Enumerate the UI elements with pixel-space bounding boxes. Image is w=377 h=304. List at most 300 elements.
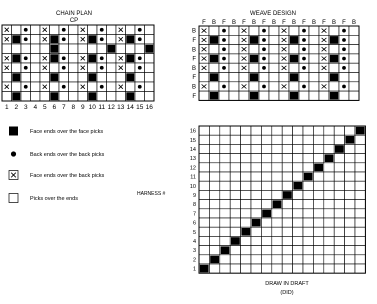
chain-plan-cell [97,73,107,83]
harness-number: 3 [192,248,196,255]
chain-plan-cell [69,82,79,92]
weave-design-cell [319,35,329,44]
chain-plan-cell [40,44,50,54]
draw-in-draft [272,181,282,190]
chain-plan-column-number: 8 [71,104,76,111]
draw-in-draft [209,227,219,236]
draw-in-draft [209,135,219,144]
draw-in-draft [334,246,344,255]
weave-design-cell [209,63,219,72]
chain-plan-cell [78,44,88,54]
draw-in-draft [303,190,313,199]
weave-design-cell [269,63,279,72]
draw-in-draft [272,264,282,273]
weave-design-cell [259,73,269,82]
chain-plan-cell [69,63,79,73]
weave-design-cell [289,91,299,100]
draw-in-draft [230,218,240,227]
legend-label: Face ends over the back picks [30,173,105,179]
chain-plan-cell [145,73,155,83]
weave-design-cell [239,35,249,44]
draw-in-draft [199,246,209,255]
weave-design-cell [309,35,319,44]
draw-in-draft [355,190,365,199]
draw-in-draft [334,236,344,245]
draw-in-draft [261,227,271,236]
weave-design-cell [309,63,319,72]
chain-plan-cell [50,63,60,73]
draw-in-draft [345,236,355,245]
harness-number: 10 [189,183,196,190]
draw-in-draft [272,255,282,264]
draw-in-draft-caption-abbrev: (DID) [280,290,294,296]
chain-plan-cell [116,25,126,35]
weave-design-row-headers [192,29,196,100]
chain-plan-cell [88,92,98,102]
draw-in-draft [303,126,313,135]
draw-in-draft [251,236,261,245]
draw-in-draft [272,144,282,153]
weave-design-cell [259,82,269,91]
chain-plan-cell [40,82,50,92]
chain-plan-cell [107,54,117,64]
weave-design-cell [239,45,249,54]
weave-design-cell [339,54,349,63]
draw-in-draft [220,135,230,144]
harness-number: 1 [192,266,196,273]
chain-plan-column-number: 5 [42,104,47,111]
draw-in-draft [199,172,209,181]
weave-design-cell [289,63,299,72]
chain-plan-column-number: 12 [107,104,115,111]
draw-in-draft [334,172,344,181]
draw-in-draft [272,236,282,245]
weave-design-cell [299,82,309,91]
draw-in-draft [272,190,282,199]
chain-plan-cell [59,54,69,64]
harness-number: 12 [189,165,196,172]
draw-in-draft [209,236,219,245]
draw-in-draft [199,181,209,190]
chain-plan-cell [88,73,98,83]
draw-in-draft [230,255,240,264]
weave-design-cell [329,35,339,44]
draw-in-draft [230,144,240,153]
weave-design-cell [219,45,229,54]
draw-in-draft [272,209,282,218]
chain-plan-cell [135,44,145,54]
weave-design-column-header: F [262,20,266,26]
chain-plan-cell [40,35,50,45]
weave-design-cell [289,82,299,91]
chain-plan-cell [97,25,107,35]
harness-number: 2 [192,257,196,264]
chain-plan-cell [135,73,145,83]
weave-design-cell [249,45,259,54]
draw-in-draft [293,255,303,264]
draw-in-draft [241,126,251,135]
draw-in-draft [209,163,219,172]
chain-plan-cell [2,44,12,54]
weave-design-column-header: F [302,20,306,26]
draw-in-draft [355,126,365,135]
chain-plan-cell [78,54,88,64]
draw-in-draft [261,135,271,144]
chain-plan-cell [21,25,31,35]
draw-in-draft [334,227,344,236]
weave-design-cell [209,91,219,100]
draw-in-draft [199,218,209,227]
draw-in-draft [345,255,355,264]
weave-design-cell [349,45,359,54]
draw-in-draft [209,218,219,227]
weave-design-cell [229,63,239,72]
weave-design-cell [279,63,289,72]
draw-in-draft [209,190,219,199]
chain-plan-cell [107,25,117,35]
weave-design-cell [269,82,279,91]
draw-in-draft [251,172,261,181]
weave-design-cell [239,54,249,63]
draw-in-draft [261,172,271,181]
draw-in-draft [313,181,323,190]
draw-in-draft [199,126,209,135]
draw-in-draft [324,246,334,255]
legend-item [11,151,105,158]
weave-design-cell [289,45,299,54]
weave-design-cell [279,91,289,100]
chain-plan-cell [88,63,98,73]
weave-design-column-header: F [322,20,326,26]
weave-design-cell [209,26,219,35]
draw-in-draft [293,218,303,227]
draw-in-draft [220,181,230,190]
weave-design-cell [339,35,349,44]
draw-in-draft [209,264,219,273]
dot-icon [11,151,16,156]
draw-in-draft [324,135,334,144]
weave-design-cell [329,63,339,72]
draw-in-draft [355,246,365,255]
draw-in-draft [282,236,292,245]
draw-in-draft [293,236,303,245]
draw-in-draft [209,255,219,264]
chain-plan-cell [31,92,41,102]
weave-design-column-header: B [211,20,217,26]
draw-in-draft [345,172,355,181]
draw-in-draft [261,154,271,163]
weave-design-cell [349,91,359,100]
draw-in-draft [261,246,271,255]
weave-design-cell [199,91,209,100]
draw-in-draft [355,218,365,227]
chain-plan-cell [78,25,88,35]
chain-plan-cell [116,54,126,64]
draw-in-draft [272,246,282,255]
draw-in-draft [324,144,334,153]
draw-in-draft [345,218,355,227]
weave-design-cell [349,54,359,63]
harness-number: 8 [192,202,196,209]
chain-plan-column-number: 13 [117,104,125,111]
draw-in-draft [303,163,313,172]
draw-in-draft [199,255,209,264]
weave-design-cell [329,26,339,35]
draw-in-draft [209,144,219,153]
draw-in-draft [303,144,313,153]
draw-in-draft [241,154,251,163]
chain-plan-cell [69,44,79,54]
draw-in-draft [241,172,251,181]
draw-in-draft [261,126,271,135]
chain-plan-cell [88,25,98,35]
chain-plan-cell [107,35,117,45]
chain-plan-cell [107,73,117,83]
weave-design-cell [279,26,289,35]
weave-design-cell [279,73,289,82]
draw-in-draft [282,144,292,153]
weave-design-cell [319,45,329,54]
chain-plan-cell [126,35,136,45]
draw-in-draft [241,190,251,199]
draw-in-draft [293,144,303,153]
chain-plan-cell [50,25,60,35]
draw-in-draft [220,264,230,273]
weave-design-cell [349,73,359,82]
chain-plan-cell [135,35,145,45]
chain-plan-cell [50,35,60,45]
weave-design-cell [279,54,289,63]
draw-in-draft [241,255,251,264]
draw-in-draft [355,264,365,273]
chain-plan-cell [31,63,41,73]
weave-design-cell [219,63,229,72]
draw-in-draft [251,200,261,209]
weave-design-cell [249,91,259,100]
weave-design-cell [249,35,259,44]
weave-design-cell [269,91,279,100]
weave-design-cell [229,45,239,54]
chain-plan-cell [145,92,155,102]
chain-plan-cell [107,92,117,102]
chain-plan-grid [2,25,154,101]
chain-plan-cell [12,44,22,54]
draw-in-draft [251,144,261,153]
draw-in-draft [355,154,365,163]
chain-plan-cell [135,54,145,64]
chain-plan-cell [97,44,107,54]
draw-in-draft [334,126,344,135]
draw-in-draft [199,135,209,144]
harness-number: 4 [192,239,196,245]
draw-in-draft [220,172,230,181]
weave-design-cell [309,82,319,91]
draw-in-draft [251,126,261,135]
weave-design-row-header: F [192,56,196,63]
draw-in-draft [355,181,365,190]
draw-in-draft [251,218,261,227]
weave-design-cell [289,26,299,35]
draw-in-draft [334,264,344,273]
weave-design-cell [289,73,299,82]
chain-plan-cell [135,82,145,92]
draw-in-draft [313,163,323,172]
draw-in-draft [293,200,303,209]
weave-design-cell [299,91,309,100]
draw-in-draft [313,200,323,209]
draw-in-draft [345,181,355,190]
weave-design-cell [219,54,229,63]
weave-design-cell [209,73,219,82]
weave-design-cell [339,45,349,54]
draw-in-draft [303,255,313,264]
draw-in-draft [293,246,303,255]
weave-design-cell [279,82,289,91]
weave-design-cell [259,26,269,35]
chain-plan-cell [50,44,60,54]
draw-in-draft [282,163,292,172]
weave-design-cell [219,26,229,35]
chain-plan-cell [12,25,22,35]
draw-in-draft [241,227,251,236]
weave-design-cell [269,73,279,82]
draw-in-draft [251,154,261,163]
draw-in-draft [209,200,219,209]
weave-design-cell [249,54,259,63]
draw-in-draft [355,200,365,209]
draw-in-draft [334,163,344,172]
draw-in-draft [220,200,230,209]
chain-plan-cell [78,92,88,102]
chain-plan-column-number: 9 [80,104,85,111]
legend-label: Face ends over the face picks [30,129,104,135]
weave-design-cell [219,91,229,100]
draw-in-draft [282,264,292,273]
weave-design-row-header: F [192,93,196,100]
draw-in-draft [324,126,334,135]
chain-plan-cell [21,44,31,54]
weave-design-column-header: F [342,20,346,26]
chain-plan-cell [145,44,155,54]
draw-in-draft [303,135,313,144]
draw-in-draft [334,209,344,218]
draw-in-draft [355,255,365,264]
draw-in-draft [230,172,240,181]
weave-design-cell [209,54,219,63]
draw-in-draft [282,172,292,181]
chain-plan-cell [21,92,31,102]
chain-plan-cell [135,63,145,73]
draw-in-draft [355,209,365,218]
draw-in-draft [303,200,313,209]
chain-plan-cell [2,73,12,83]
draw-in-draft [334,200,344,209]
chain-plan-cell [116,63,126,73]
draw-in-draft [313,144,323,153]
draw-in-draft [345,135,355,144]
draw-in-draft [251,135,261,144]
chain-plan-cell [21,82,31,92]
weave-design-cell [229,35,239,44]
chain-plan-cell [40,25,50,35]
draw-in-draft [282,190,292,199]
draw-in-draft [272,200,282,209]
weave-design-cell [249,73,259,82]
weave-design-cell [199,82,209,91]
weave-design-cell [199,73,209,82]
weave-design-cell [209,82,219,91]
draw-in-draft [220,227,230,236]
draw-in-draft [220,255,230,264]
chain-plan-cell [69,92,79,102]
weave-design-cell [329,45,339,54]
draw-in-draft [272,126,282,135]
draw-in-draft [220,163,230,172]
weave-design-cell [299,73,309,82]
draw-in-draft [230,209,240,218]
draw-in-draft [313,218,323,227]
chain-plan-cell [107,63,117,73]
chain-plan-cell [59,44,69,54]
chain-plan-cell [107,82,117,92]
draw-in-draft [220,190,230,199]
draw-in-draft [303,181,313,190]
chain-plan-column-number: 6 [52,104,57,111]
chain-plan-cell [126,25,136,35]
draw-in-draft [261,264,271,273]
weave-design-cell [229,54,239,63]
draw-in-draft [324,181,334,190]
draw-in-draft [303,154,313,163]
chain-plan-cell [135,25,145,35]
chain-plan-cell [59,63,69,73]
harness-number: 5 [192,229,196,236]
weave-design-row-header: F [192,75,196,82]
weave-design-cell [239,63,249,72]
chain-plan-cell [31,73,41,83]
draw-in-draft [355,172,365,181]
harness-number: 15 [189,137,196,144]
chain-plan-cell [126,44,136,54]
draw-in-draft [220,126,230,135]
chain-plan-cell [78,82,88,92]
chain-plan-subtitle: CP [69,18,79,24]
draw-in-draft [282,246,292,255]
draw-in-draft [272,227,282,236]
chain-plan-cell [126,92,136,102]
weave-design-cell [339,91,349,100]
weave-design-cell [309,26,319,35]
draw-in-draft [355,236,365,245]
weave-design-column-header: B [271,20,277,26]
draw-in-draft [230,246,240,255]
chain-plan-cell [50,82,60,92]
chain-plan-cell [78,73,88,83]
weave-design-grid [199,26,359,100]
chain-plan-cell [69,25,79,35]
draw-in-draft [230,181,240,190]
draw-in-draft [345,144,355,153]
weave-design-column-header: F [242,20,246,26]
draw-in-draft [209,246,219,255]
weave-design-column-header: B [251,20,257,26]
chain-plan-cell [88,35,98,45]
weave-design-column-header: B [331,20,337,26]
draw-in-draft [261,236,271,245]
chain-plan-cell [59,25,69,35]
draw-in-draft [293,227,303,236]
draw-in-draft [199,190,209,199]
